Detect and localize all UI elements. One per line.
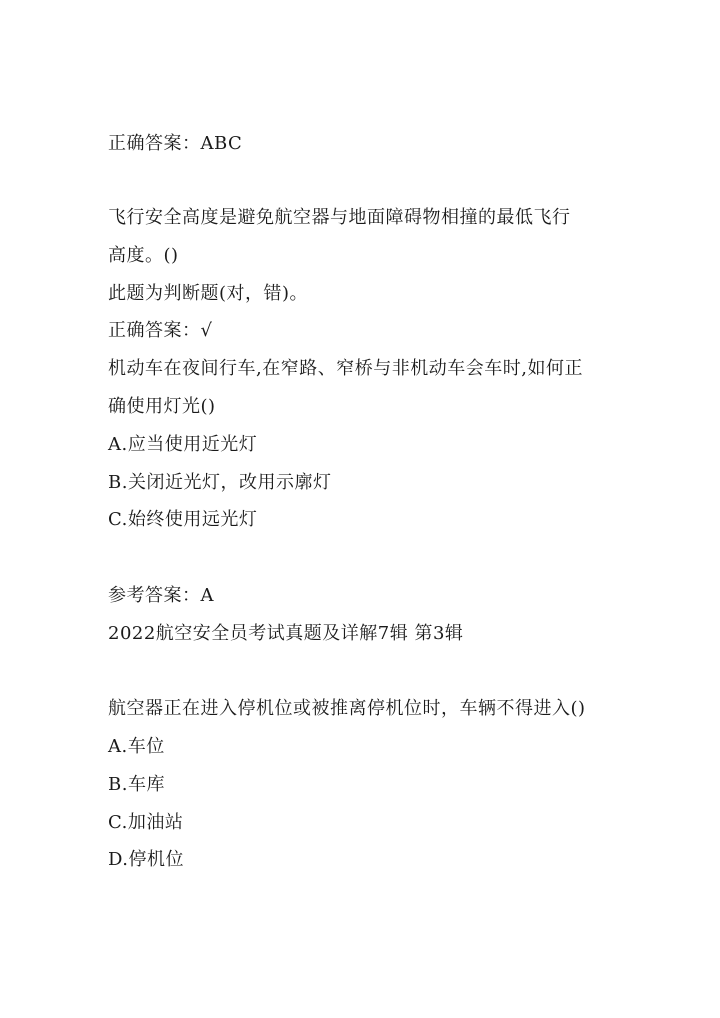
option-a: A.车位 — [108, 736, 165, 757]
option-d: D.停机位 — [108, 849, 185, 870]
section-title: 2022航空安全员考试真题及详解7辑 第3辑 — [108, 623, 464, 644]
question-text: 机动车在夜间行车,在窄路、窄桥与非机动车会车时,如何正 — [108, 358, 583, 379]
question-text-continued: 高度。() — [108, 245, 179, 266]
option-b: B.关闭近光灯，改用示廓灯 — [108, 472, 332, 493]
option-a: A.应当使用近光灯 — [108, 434, 258, 455]
option-b: B.车库 — [108, 774, 165, 795]
question-text-continued: 确使用灯光() — [108, 396, 216, 417]
question-text: 飞行安全高度是避免航空器与地面障碍物相撞的最低飞行 — [108, 207, 571, 228]
answer-line: 参考答案：A — [108, 585, 214, 606]
option-c: C.加油站 — [108, 812, 184, 833]
answer-line: 正确答案：√ — [108, 320, 213, 341]
option-c: C.始终使用远光灯 — [108, 509, 258, 530]
answer-line: 正确答案：ABC — [108, 133, 243, 154]
question-type-note: 此题为判断题(对，错)。 — [108, 283, 309, 304]
question-text: 航空器正在进入停机位或被推离停机位时，车辆不得进入() — [108, 698, 586, 719]
